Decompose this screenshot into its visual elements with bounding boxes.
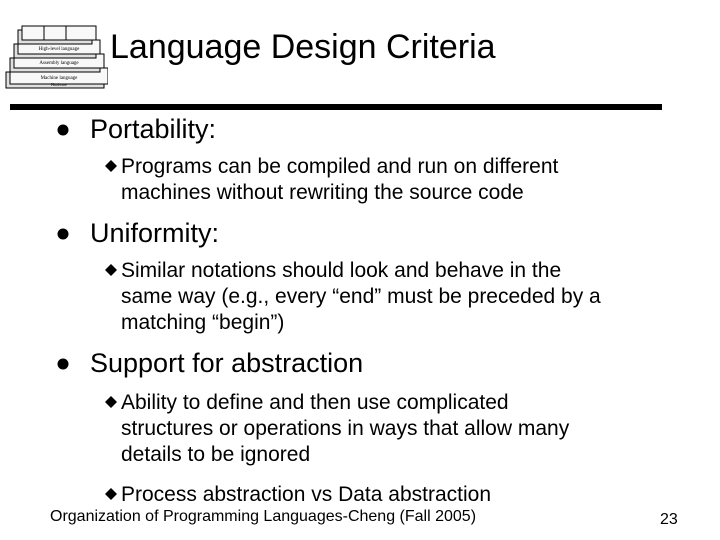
slide-footer: Organization of Programming Languages-Cheng (Fall 2005) xyxy=(50,508,477,525)
logo-level-5: Hardware xyxy=(51,82,67,87)
bullet-dot-icon xyxy=(56,357,70,371)
sub-bullet-text xyxy=(121,258,681,336)
logo-level-4: Machine language xyxy=(40,76,78,81)
sub-bullet-text xyxy=(121,154,681,206)
bullet-dot-icon xyxy=(56,227,70,241)
text-line: matching “begin”) xyxy=(121,311,285,334)
bullet-label: Support for abstraction xyxy=(90,348,364,378)
diamond-bullet-icon xyxy=(104,263,118,277)
bullet-dot-icon xyxy=(56,123,70,137)
sub-bullet-text xyxy=(121,482,681,508)
bullet-label: Portability: xyxy=(90,114,217,144)
text-line: structures or operations in ways that allow many xyxy=(121,417,570,440)
logo-level-2: High-level language xyxy=(38,47,80,52)
text-line: details to be ignored xyxy=(121,443,311,466)
text-line: Ability to define and then use complicated xyxy=(121,391,509,414)
diamond-bullet-icon xyxy=(104,395,118,409)
diamond-bullet-icon xyxy=(104,159,118,173)
logo-level-3: Assembly language xyxy=(39,61,79,66)
text-line: same way (e.g., every “end” must be preceded by a xyxy=(121,285,601,308)
diamond-bullet-icon xyxy=(104,487,118,501)
text-line: Similar notations should look and behave in the xyxy=(121,259,562,282)
text-line: Process abstraction vs Data abstraction xyxy=(121,483,492,506)
bullet-label: Uniformity: xyxy=(90,218,220,248)
page-number: 23 xyxy=(660,511,678,528)
slide-title: Language Design Criteria xyxy=(110,28,496,66)
text-line: machines without rewriting the source code xyxy=(121,181,524,204)
text-line: Programs can be compiled and run on different xyxy=(121,155,559,178)
sub-bullet-text xyxy=(121,390,681,468)
